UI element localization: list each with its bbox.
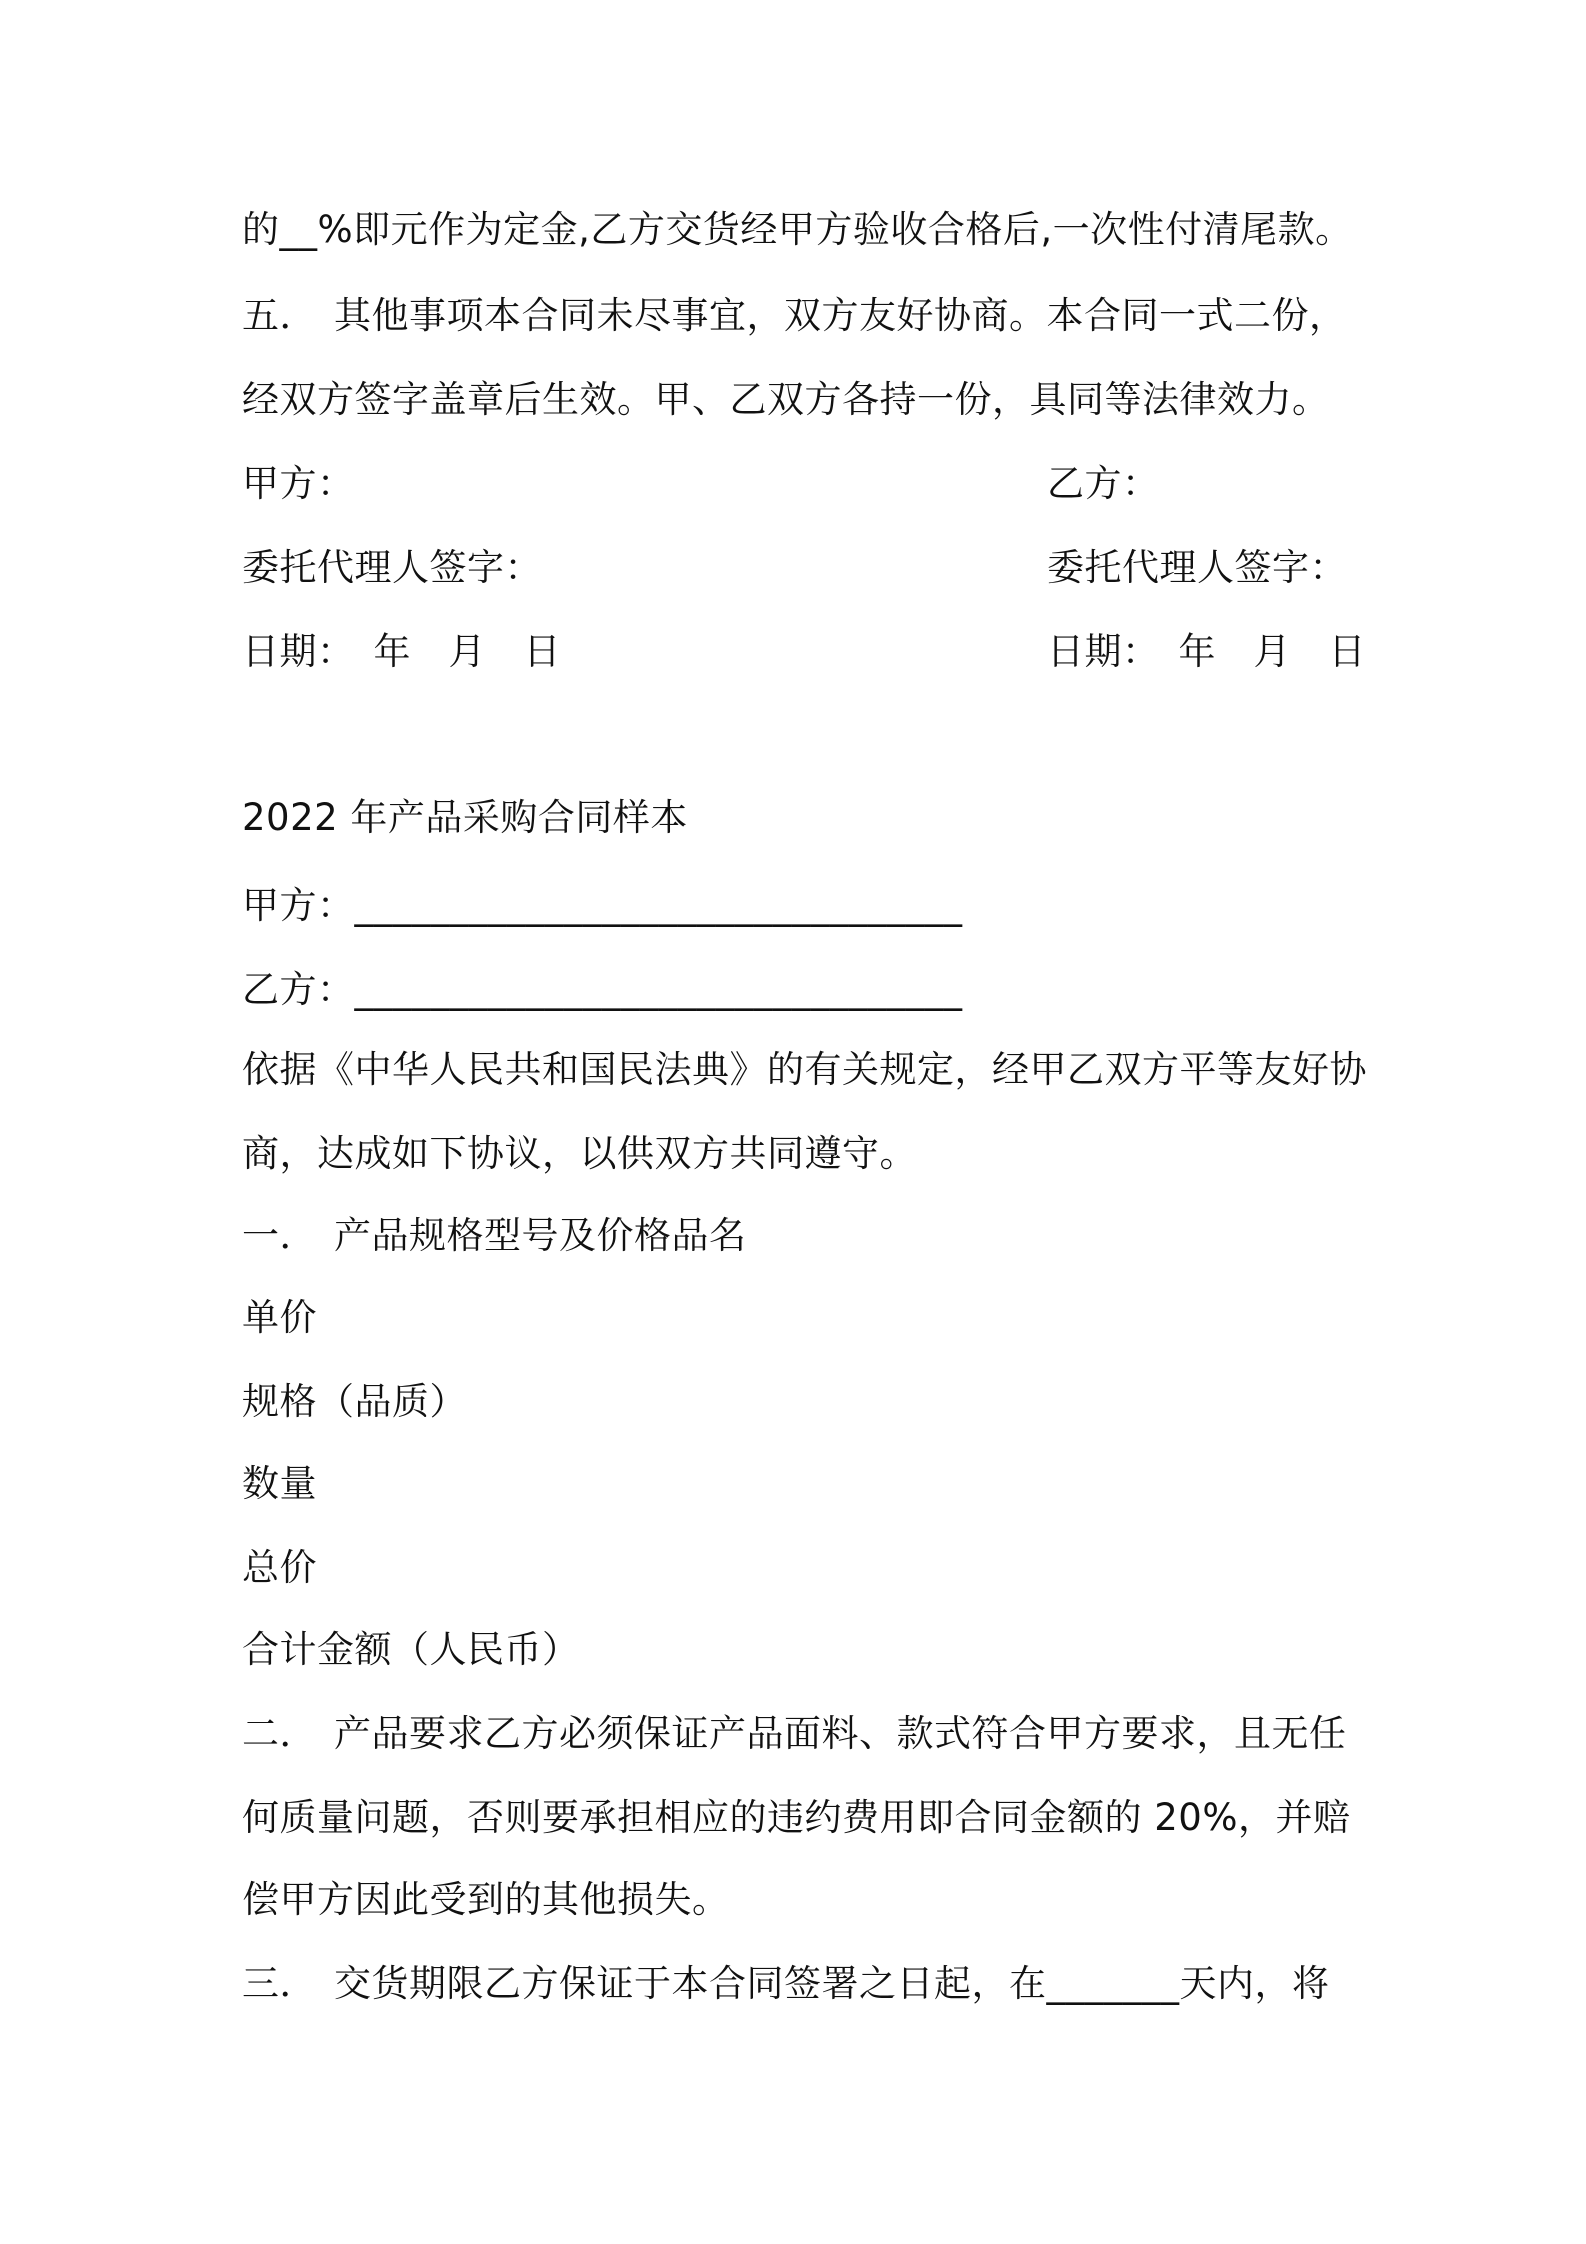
paragraph-line bbox=[242, 1874, 1362, 1926]
section-five-heading bbox=[242, 290, 1362, 342]
party-a-label: 甲方： bbox=[242, 462, 355, 505]
section-text: 产品规格型号及价格品名 bbox=[334, 1214, 747, 1257]
signature-agent-row bbox=[242, 542, 1362, 594]
item-spec-label: 规格（品质） bbox=[242, 1380, 467, 1423]
paragraph-line bbox=[242, 1792, 1362, 1844]
section-text: 交货期限乙方保证于本合同签署之日起，在_______天内，将 bbox=[334, 1962, 1330, 2005]
date-b-label: 日期： 年 月 日 bbox=[1047, 630, 1366, 673]
signature-date-row bbox=[242, 626, 1366, 678]
text: 商，达成如下协议，以供双方共同遵守。 bbox=[242, 1132, 917, 1175]
section-text: 产品要求乙方必须保证产品面料、款式符合甲方要求，且无任 bbox=[334, 1712, 1347, 1755]
agent-b-label: 委托代理人签字： bbox=[1047, 546, 1347, 589]
agent-a-label: 委托代理人签字： bbox=[242, 546, 542, 589]
text: 经双方签字盖章后生效。甲、乙双方各持一份，具同等法律效力。 bbox=[242, 378, 1330, 421]
paragraph-line bbox=[242, 374, 1362, 426]
item-price-label: 单价 bbox=[242, 1296, 317, 1339]
paragraph-line bbox=[242, 1044, 1367, 1096]
list-item bbox=[242, 1376, 1362, 1428]
paragraph-line bbox=[242, 1128, 1362, 1180]
paragraph-line bbox=[242, 204, 1362, 256]
party-b-field bbox=[242, 964, 1362, 1016]
section-number: 五． bbox=[242, 294, 317, 337]
item-qty-label: 数量 bbox=[242, 1462, 317, 1505]
party-b-line: 乙方：________________________________ bbox=[242, 968, 963, 1011]
signature-party-row bbox=[242, 458, 1362, 510]
list-item bbox=[242, 1624, 1362, 1676]
list-item bbox=[242, 1458, 1362, 1510]
section-text: 其他事项本合同未尽事宜，双方友好协商。本合同一式二份， bbox=[334, 294, 1347, 337]
party-a-field bbox=[242, 880, 1362, 932]
section-number: 二． bbox=[242, 1712, 317, 1755]
section-two-heading bbox=[242, 1708, 1362, 1760]
date-a-label: 日期： 年 月 日 bbox=[242, 630, 561, 673]
title-text: 2022 年产品采购合同样本 bbox=[242, 796, 688, 839]
item-sum-label: 合计金额（人民币） bbox=[242, 1628, 580, 1671]
section-three-heading bbox=[242, 1958, 1362, 2010]
section-number: 三． bbox=[242, 1962, 317, 2005]
item-total-label: 总价 bbox=[242, 1546, 317, 1589]
party-a-line: 甲方：________________________________ bbox=[242, 884, 963, 927]
document-title bbox=[242, 792, 1362, 844]
text: 何质量问题，否则要承担相应的违约费用即合同金额的 20%，并赔 bbox=[242, 1796, 1351, 1839]
section-number: 一． bbox=[242, 1214, 317, 1257]
party-b-label: 乙方： bbox=[1047, 462, 1160, 505]
list-item bbox=[242, 1542, 1362, 1594]
text: 依据《中华人民共和国民法典》的有关规定，经甲乙双方平等友好协 bbox=[242, 1048, 1367, 1091]
list-item bbox=[242, 1292, 1362, 1344]
section-one-heading bbox=[242, 1210, 1362, 1262]
text: 的__%即元作为定金,乙方交货经甲方验收合格后,一次性付清尾款。 bbox=[242, 208, 1353, 251]
text: 偿甲方因此受到的其他损失。 bbox=[242, 1878, 730, 1921]
